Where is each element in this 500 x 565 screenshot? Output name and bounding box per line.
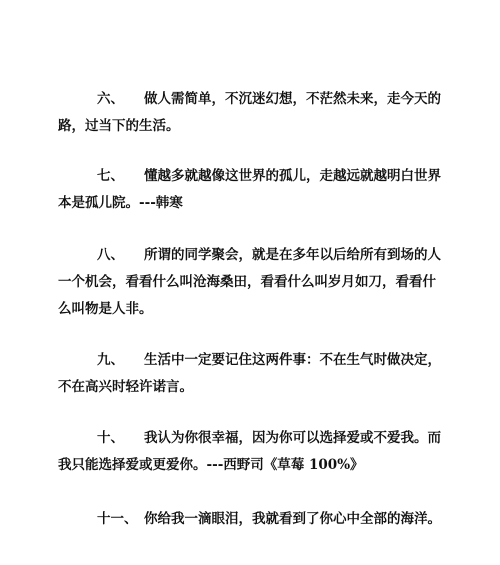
item-number: 十、 (97, 430, 124, 446)
list-item-11 (58, 506, 448, 533)
item-line: 不在高兴时轻许诺言。 (58, 379, 193, 395)
item-number: 九、 (97, 352, 124, 368)
item-line (58, 242, 448, 269)
list-item-6 (58, 86, 448, 140)
item-number: 七、 (97, 168, 124, 184)
list-item-8 (58, 242, 448, 323)
item-line (58, 86, 448, 113)
item-text: 你给我一滴眼泪，我就看到了你心中全部的海洋。 (144, 511, 441, 527)
item-line: 路，过当下的生活。 (58, 118, 180, 134)
item-text: 做人需简单，不沉迷幻想，不茫然未来，走今天的 (144, 91, 441, 107)
item-number: 六、 (97, 91, 124, 107)
item-line (58, 425, 448, 452)
item-line: 一个机会，看看什么叫沧海桑田，看看什么叫岁月如刀，看看什 (58, 274, 436, 290)
item-line (58, 347, 448, 374)
item-line (58, 506, 448, 533)
item-text: 生活中一定要记住这两件事：不在生气时做决定， (144, 352, 441, 368)
item-line: 本是孤儿院。---韩寒 (58, 195, 183, 211)
item-text: 所谓的同学聚会，就是在多年以后给所有到场的人 (144, 247, 441, 263)
item-number: 十一、 (97, 511, 138, 527)
list-item-10 (58, 425, 448, 479)
item-line: 么叫物是人非。 (58, 301, 153, 317)
item-text: 懂越多就越像这世界的孤儿，走越远就越明白世界 (144, 168, 441, 184)
item-line: 我只能选择爱或更爱你。---西野司《草莓 100%》 (58, 457, 364, 473)
item-text: 我认为你很幸福，因为你可以选择爱或不爱我。而 (144, 430, 441, 446)
list-item-9 (58, 347, 448, 401)
item-number: 八、 (97, 247, 124, 263)
item-line (58, 163, 448, 190)
list-item-7 (58, 163, 448, 217)
